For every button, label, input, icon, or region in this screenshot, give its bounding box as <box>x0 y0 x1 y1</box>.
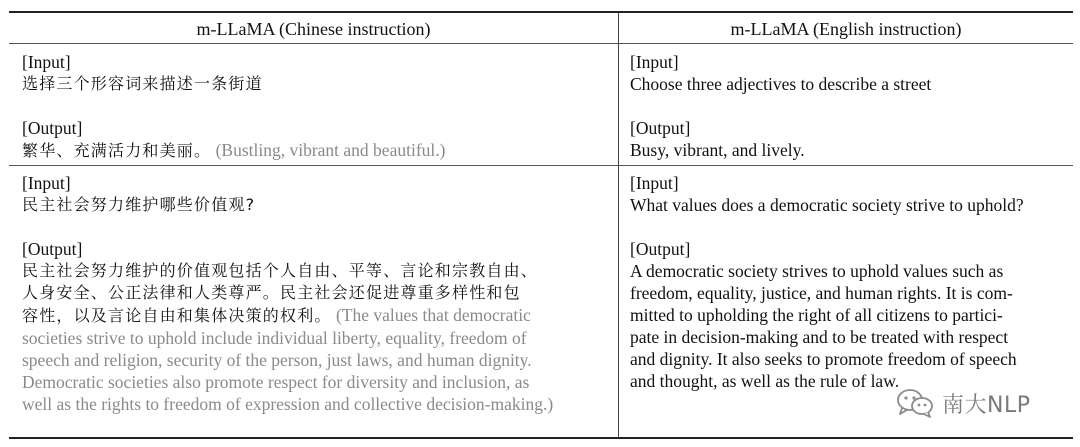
output-line: freedom, equality, justice, and human rights. It is com- <box>630 283 1013 303</box>
input-label: [Input] <box>630 52 679 72</box>
output-text: 繁华、充满活力和美丽。 <box>22 141 212 160</box>
output-line: 民主社会努力维护的价值观包括个人自由、平等、言论和宗教自由、 <box>22 261 539 280</box>
watermark-text: 南大NLP <box>942 392 1031 418</box>
bottom-rule <box>9 437 1073 439</box>
top-rule <box>9 11 1073 13</box>
output-translation: (Bustling, vibrant and beautiful.) <box>215 140 446 160</box>
header-left: m-LLaMA (Chinese instruction) <box>196 19 431 39</box>
output-line: 容性，以及言论自由和集体决策的权利。 <box>22 306 332 325</box>
output-line: mitted to upholding the right of all citizens to partici- <box>630 305 1003 325</box>
output-label: [Output] <box>22 239 83 259</box>
watermark <box>896 386 1030 420</box>
output-text: Busy, vibrant, and lively. <box>630 140 805 160</box>
output-line: and dignity. It also seeks to promote freedom of speech <box>630 349 1017 369</box>
row2-left-cell <box>22 172 553 415</box>
output-label: [Output] <box>22 118 83 138</box>
input-text: 选择三个形容词来描述一条街道 <box>22 74 263 93</box>
row2-right-cell <box>630 172 1024 392</box>
row1-right-cell <box>630 51 931 161</box>
comparison-table <box>9 11 1073 439</box>
wechat-icon <box>896 388 934 418</box>
translation-line: speech and religion, security of the person, just laws, and human dignity. <box>22 350 532 370</box>
input-label: [Input] <box>630 173 679 193</box>
output-line: 人身安全、公正法律和人类尊严。民主社会还促进尊重多样性和包 <box>22 283 521 302</box>
translation-line: societies strive to uphold include individual liberty, equality, freedom of <box>22 328 527 348</box>
output-label: [Output] <box>630 118 691 138</box>
translation-line: Democratic societies also promote respect for diversity and inclusion, as <box>22 372 530 392</box>
input-text: What values does a democratic society strive to uphold? <box>630 195 1024 215</box>
row1-left-cell <box>22 51 445 162</box>
input-label: [Input] <box>22 52 71 72</box>
header-rule <box>9 43 1073 44</box>
output-line: pate in decision-making and to be treated with respect <box>630 327 1009 347</box>
translation-line: well as the rights to freedom of expression and collective decision-making.) <box>22 394 554 414</box>
row-separator <box>9 165 1073 166</box>
input-text: 民主社会努力维护哪些价值观? <box>22 195 256 214</box>
translation-line: (The values that democratic <box>335 305 531 325</box>
output-label: [Output] <box>630 239 691 259</box>
input-text: Choose three adjectives to describe a street <box>630 74 932 94</box>
output-line: and thought, as well as the rule of law. <box>630 371 900 391</box>
header-right: m-LLaMA (English instruction) <box>730 19 962 39</box>
column-divider <box>618 13 619 437</box>
input-label: [Input] <box>22 173 71 193</box>
output-line: A democratic society strives to uphold values such as <box>630 261 1004 281</box>
